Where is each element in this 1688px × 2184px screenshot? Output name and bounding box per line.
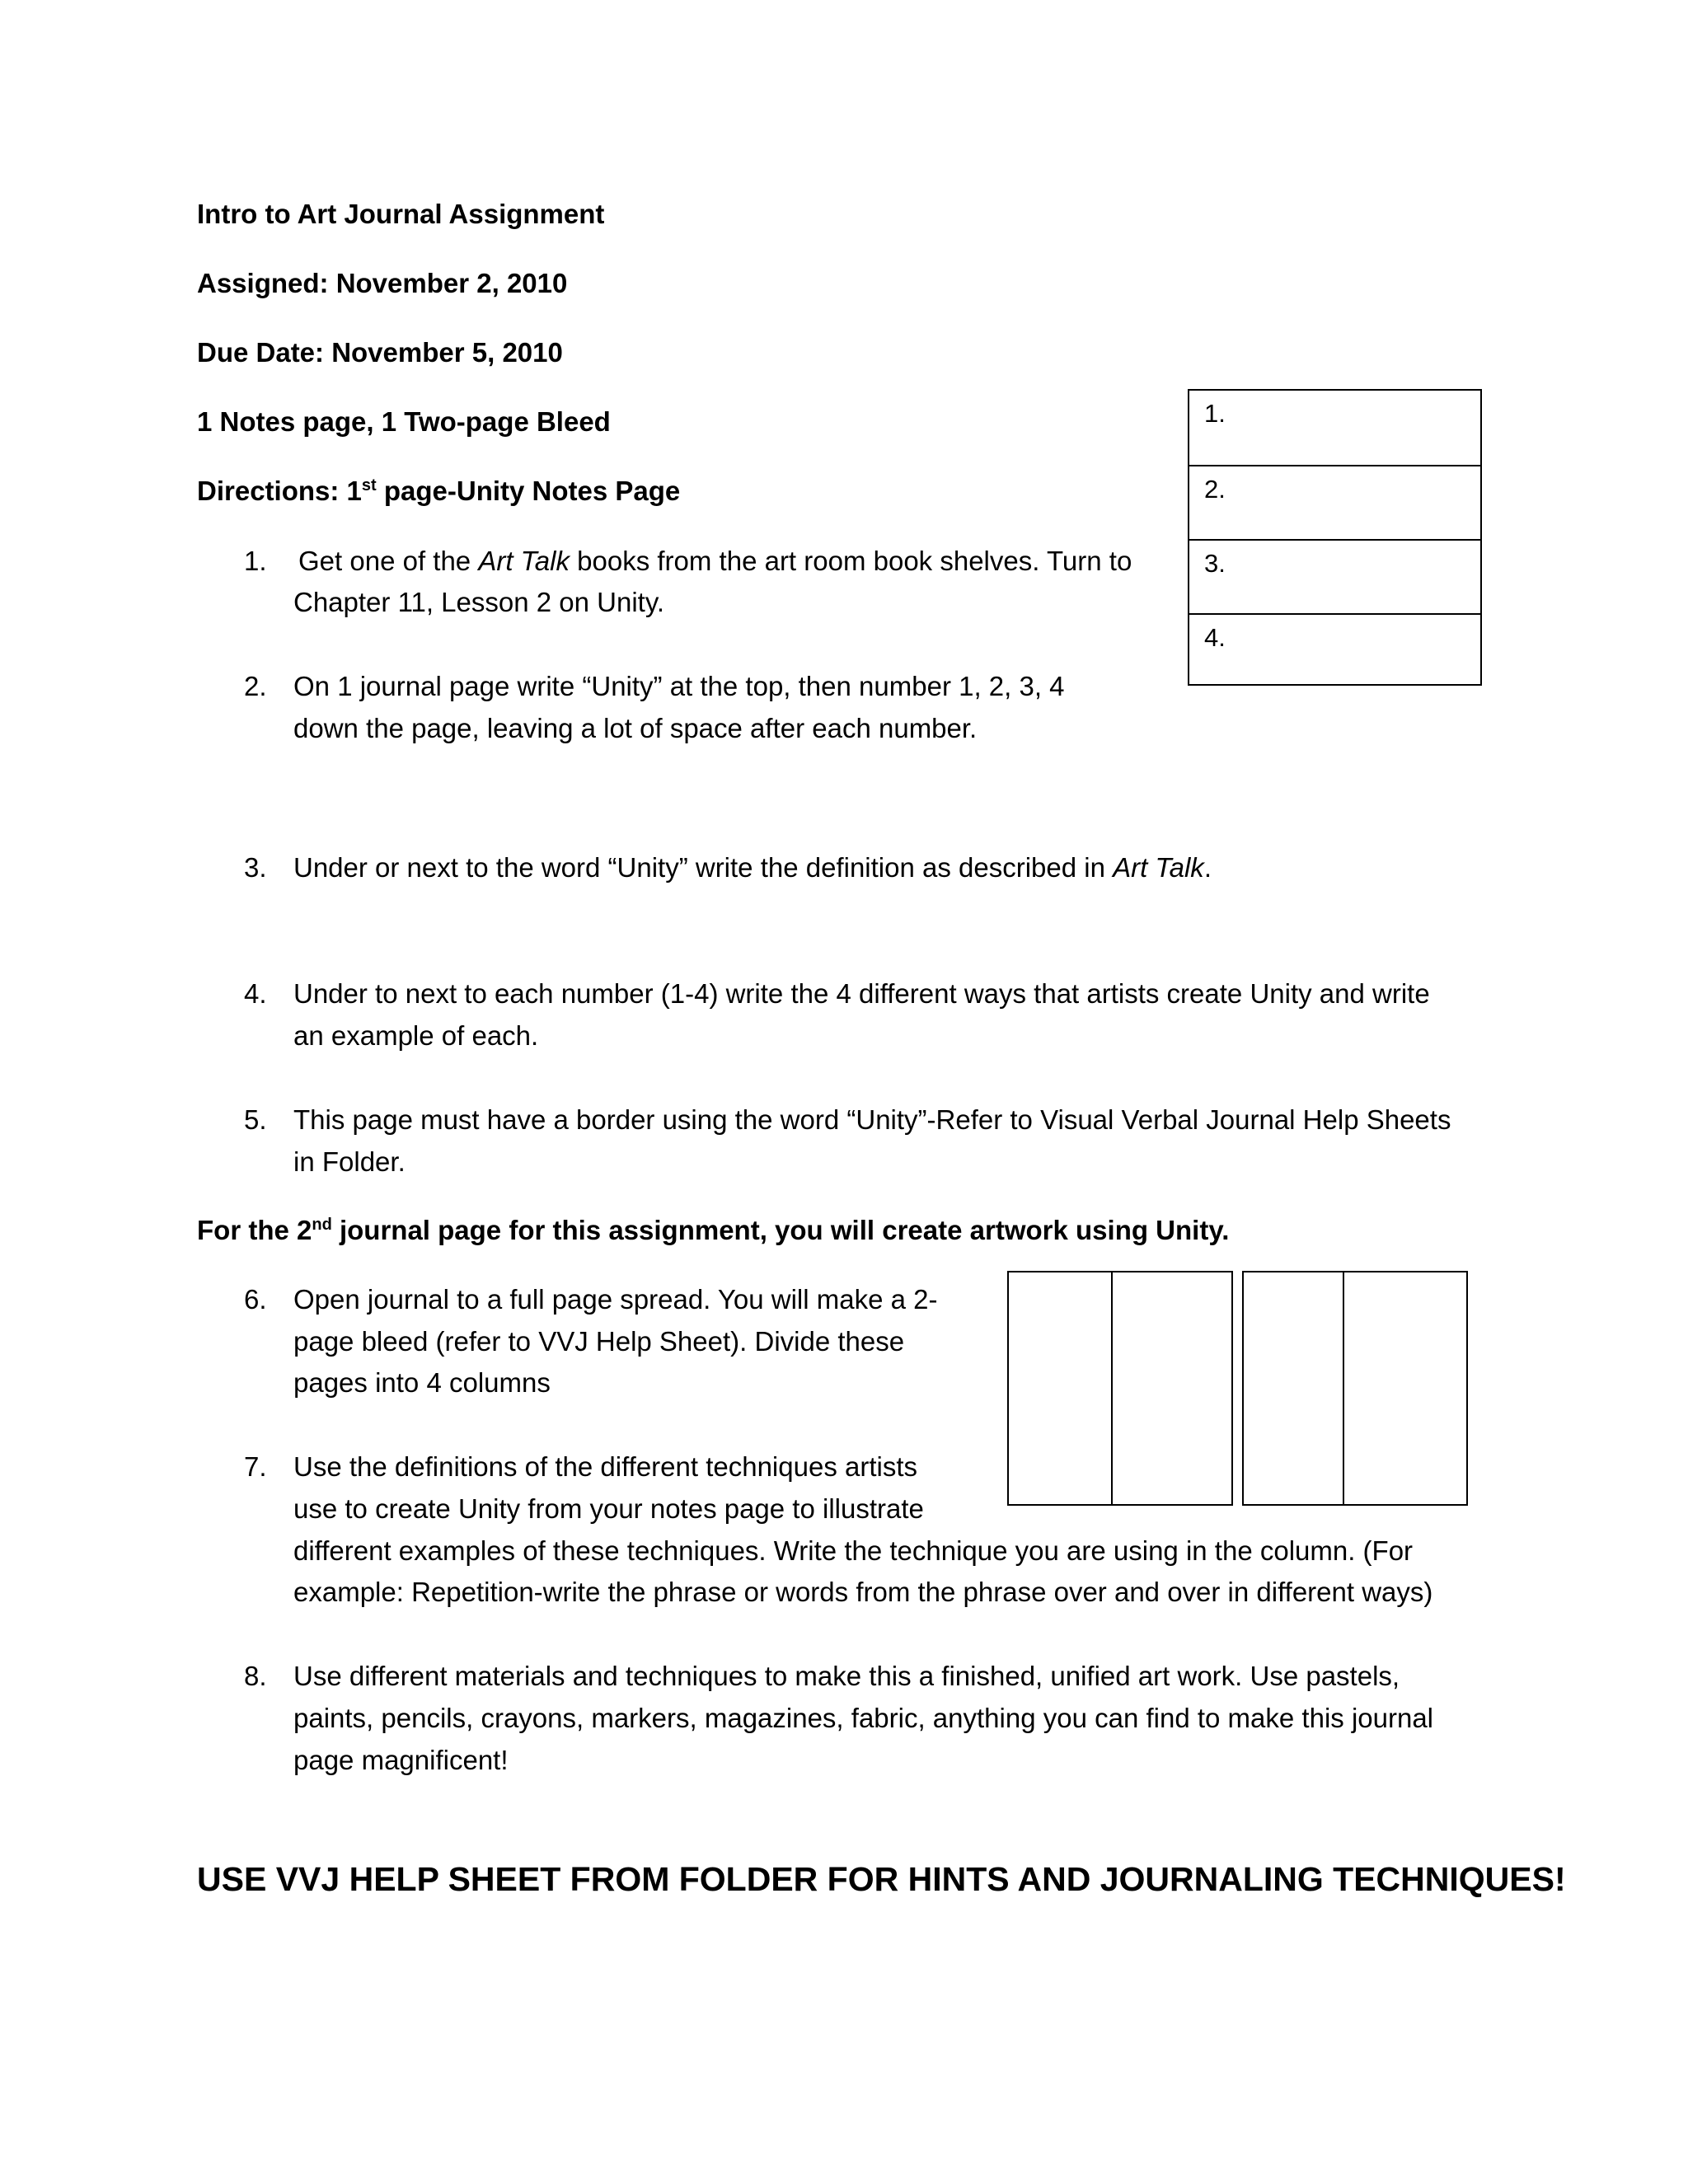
list-item-text: down the page, leaving a lot of space after each number. xyxy=(293,713,978,743)
column-divider xyxy=(1343,1272,1344,1504)
box-row: 1. xyxy=(1204,399,1226,428)
list-item-text: Use different materials and techniques to make this a finished, unified art work. Use pastels, xyxy=(293,1661,1400,1691)
list-item-number: 5. xyxy=(244,1104,267,1135)
box-row: 2. xyxy=(1189,465,1480,539)
assigned-date: Assigned: November 2, 2010 xyxy=(197,268,568,298)
list-item-text: Use the definitions of the different techniques artists xyxy=(293,1451,918,1482)
page-count: 1 Notes page, 1 Two-page Bleed xyxy=(197,406,611,437)
list-item-number: 4. xyxy=(244,978,267,1009)
list-item-text: in Folder. xyxy=(293,1146,406,1177)
document-title: Intro to Art Journal Assignment xyxy=(197,199,605,229)
list-item-number: 1. xyxy=(244,546,267,576)
list-item-text: This page must have a border using the word “Unity”-Refer to Visual Verbal Journal Help Sheets xyxy=(293,1104,1451,1135)
unity-notes-box-diagram xyxy=(1188,389,1482,686)
list-item-text: example: Repetition-write the phrase or words from the phrase over and over in different ways) xyxy=(293,1577,1433,1607)
list-item-text: Under or next to the word “Unity” write the definition as described in Art Talk. xyxy=(293,852,1212,883)
list-item-text: Chapter 11, Lesson 2 on Unity. xyxy=(293,587,665,617)
list-item-number: 2. xyxy=(244,671,267,701)
list-item-text: different examples of these techniques. Write the technique you are using in the column. (For xyxy=(293,1535,1414,1566)
column-divider xyxy=(1111,1272,1113,1504)
due-date: Due Date: November 5, 2010 xyxy=(197,337,563,368)
list-item-text: use to create Unity from your notes page to illustrate xyxy=(293,1493,924,1524)
right-page-diagram xyxy=(1242,1271,1468,1506)
list-item-text: pages into 4 columns xyxy=(293,1367,551,1398)
box-row: 3. xyxy=(1189,539,1480,613)
second-page-heading: For the 2nd journal page for this assignment, you will create artwork using Unity. xyxy=(197,1215,1230,1245)
list-item-text: page magnificent! xyxy=(293,1745,509,1775)
directions-heading: Directions: 1st page-Unity Notes Page xyxy=(197,476,681,506)
list-item-number: 7. xyxy=(244,1451,267,1482)
list-item-text: Under to next to each number (1-4) write the 4 different ways that artists create Unity and write xyxy=(293,978,1430,1009)
left-page-diagram xyxy=(1007,1271,1233,1506)
list-item-text: page bleed (refer to VVJ Help Sheet). Divide these xyxy=(293,1326,905,1357)
list-item-text: paints, pencils, crayons, markers, magazines, fabric, anything you can find to make this journal xyxy=(293,1703,1434,1733)
list-item-text: an example of each. xyxy=(293,1020,539,1051)
list-item-number: 3. xyxy=(244,852,267,883)
box-row: 4. xyxy=(1189,613,1480,687)
list-item-number: 8. xyxy=(244,1661,267,1691)
footer-banner: USE VVJ HELP SHEET FROM FOLDER FOR HINTS AND JOURNALING TECHNIQUES! xyxy=(197,1860,1566,1898)
list-item-text: Get one of the Art Talk books from the art room book shelves. Turn to xyxy=(298,546,1132,576)
list-item-text: Open journal to a full page spread. You will make a 2- xyxy=(293,1284,938,1315)
list-item-text: On 1 journal page write “Unity” at the top, then number 1, 2, 3, 4 xyxy=(293,671,1065,701)
list-item-number: 6. xyxy=(244,1284,267,1315)
